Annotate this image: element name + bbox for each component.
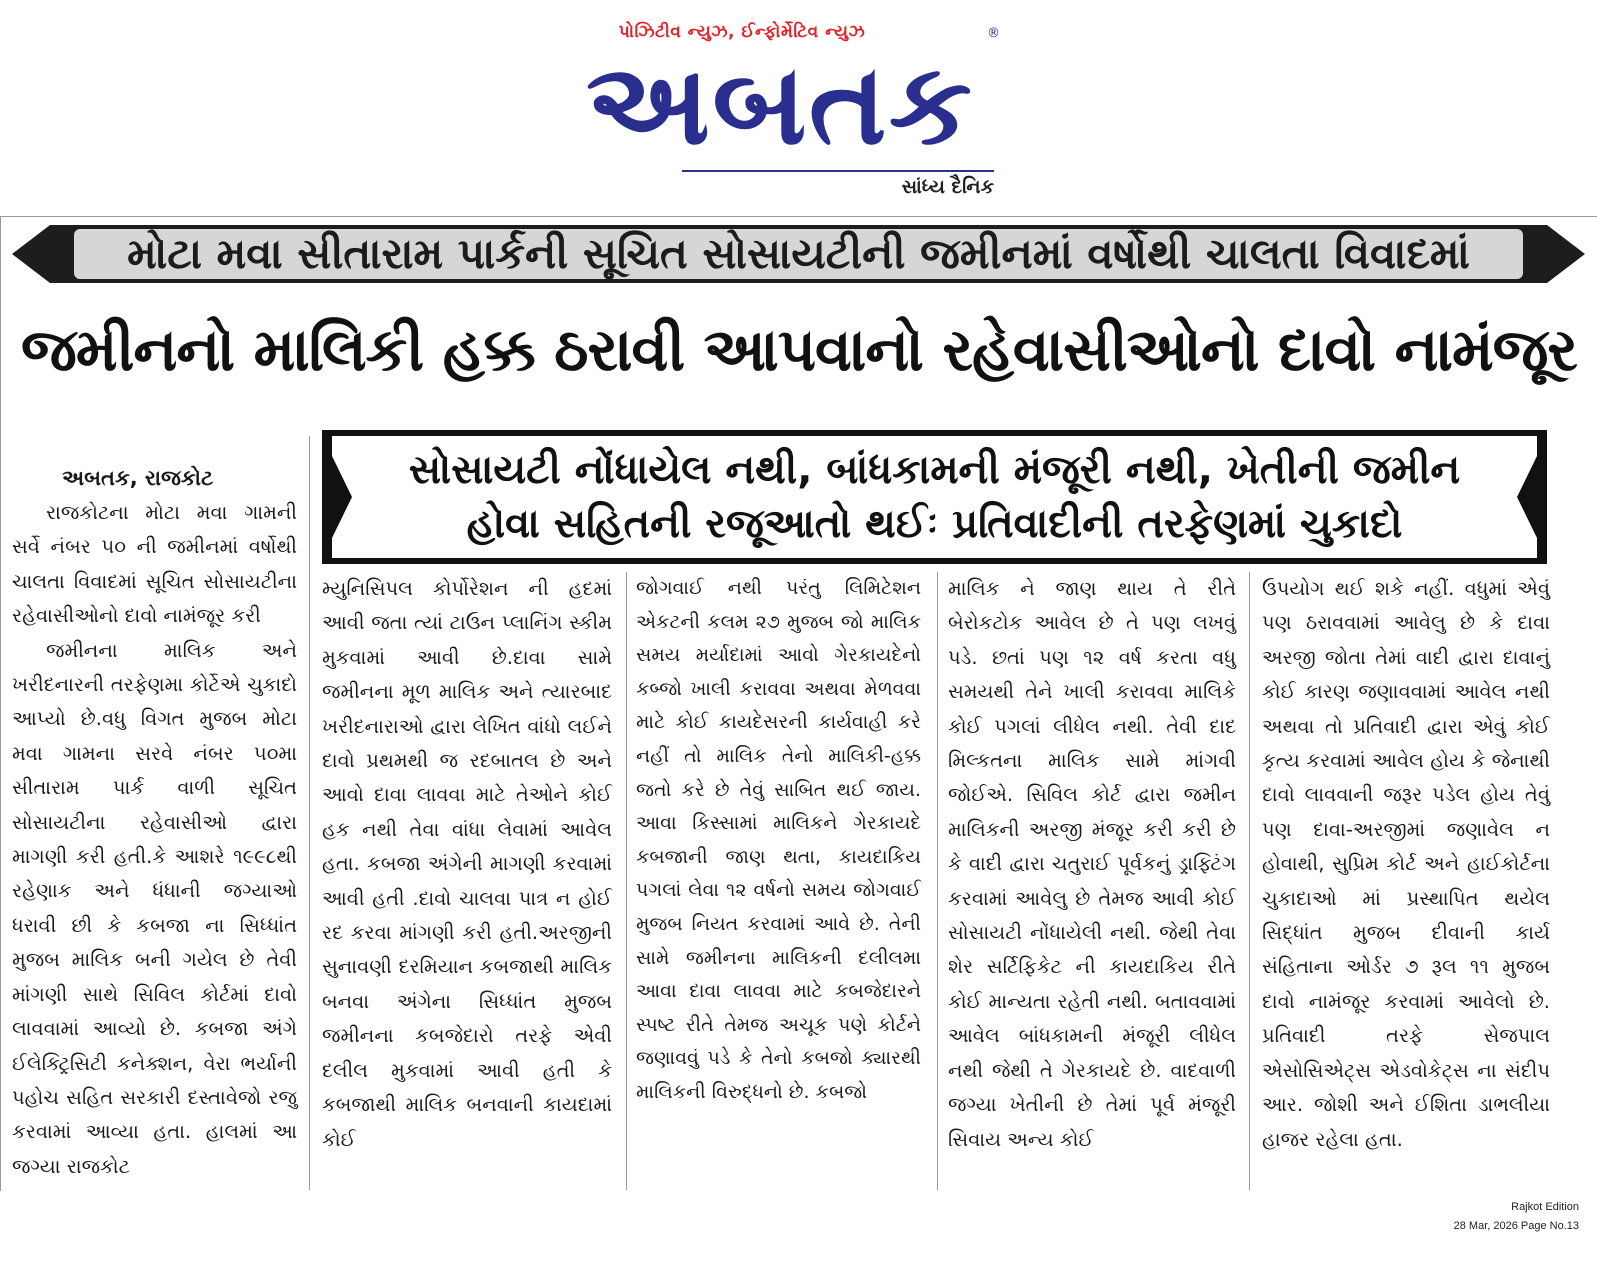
registered-mark: ® [987, 26, 1000, 41]
article-paragraph: મ્યુનિસિપલ કોર્પોરેશન ની હદમાં આવી જતા ત્યાં ટાઉન પ્લાનિંગ સ્કીમ મુકવામાં આવી છે.દાવા સામે જમીનના મૂળ માલિક અને ત્યારબાદ ખરીદનારાઓ દ્વારા લેખિત વાંધો લઈને દાવો પ્રથમથી જ રદબાતલ છે અને આવો દાવા લાવવા માટે તેઓને કોઈ હક નથી તેવા વાંધા લેવામાં આવેલ હતા. કબજા અંગેની માગણી કરવામાં આવી હતી .દાવો ચાલવા પાત્ર ન હોઈ રદ કરવા માંગણી કરી હતી.અરજીની સુનાવણી દરમિયાન કબજાથી માલિક બનવા અંગેના સિધ્ધાંત મુજબ જમીનના કબજેદારો તરફે એવી દલીલ મુકવામાં આવી હતી કે કબજાથી માલિક બનવાની કાયદામાં કોઈ [322, 577, 612, 1151]
article-paragraph: માલિક ને જાણ થાય તે રીતે બેરોકટોક આવેલ છે તે પણ લખવું પડે. છતાં પણ ૧૨ વર્ષ કરતા વધુ સમયથી તેને ખાલી કરાવવા માલિકે કોઈ પગલાં લીધેલ નથી. તેવી દાદ મિલ્કતના માલિક સામે માંગવી જોઈએ. સિવિલ કોર્ટ દ્વારા જમીન માલિકની અરજી મંજૂર કરી કરી છે કે વાદી દ્વારા ચતુરાઈ પૂર્વકનું ડ્રાફ્ટિંગ કરવામાં આવેલુ છે તેમજ આવી કોઈ સોસાયટી નોંધાયેલી નથી. જેથી તેવા શેર સર્ટિફિકેટ ની કાયદાકિય રીતે કોઈ માન્યતા રહેતી નથી. બતાવવામાં આવેલ બાંધકામની મંજૂરી લીધેલ નથી જેથી તે ગેરકાયદે છે. વાદવાળી જગ્યા ખેતીની છે તેમાં પૂર્વ મંજૂરી સિવાય અન્ય કોઈ [948, 577, 1236, 1151]
left-border [0, 216, 1, 1191]
article-byline: અબતક, રાજકોટ [62, 466, 214, 490]
page-footer [1454, 1198, 1579, 1236]
masthead-tagline: પોઝિટીવ ન્યુઝ, ઈન્ફોર્મેટિવ ન્યુઝ [618, 22, 866, 42]
subheadline-line-1: સોસાયટી નોંધાયેલ નથી, બાંધકામની મંજૂરી નથી, ખેતીની જમીન [408, 447, 1461, 493]
article-paragraph: ઉપયોગ થઈ શકે નહીં. વધુમાં એવું પણ ઠરાવવામાં આવેલુ છે કે દાવા અરજી જોતા તેમાં વાદી દ્વારા દાવાનું કોઈ કારણ જણાવવામાં આવેલ નથી અથવા તો પ્રતિવાદી દ્વારા એવું કોઈ કૃત્ય કરવામાં આવેલ હોય કે જેનાથી દાવો લાવવાની જરૂર પડેલ હોય તેવું પણ દાવા-અરજીમાં જણાવેલ ન હોવાથી, સુપ્રિમ કોર્ટ અને હાઈકોર્ટના ચુકાદાઓ માં પ્રસ્થાપિત થયેલ સિદ્ધાંત મુજબ દીવાની કાર્ય સંહિતાના ઓર્ડર ૭ રૂલ ૧૧ મુજબ દાવો નામંજૂર કરવામાં આવેલો છે. પ્રતિવાદી તરફે સેજપાલ એસોસિએટ્સ એડવોકેટ્સ ના સંદીપ આર. જોશી અને ઈશિતા ડાભલીયા હાજર રહેલા હતા. [1262, 577, 1550, 1151]
article-paragraph: જોગવાઈ નથી પરંતુ લિમિટેશન એકટની કલમ ૨૭ મુજબ જો માલિક સમય મર્યાદામાં આવો ગેરકાયદેનો કબ્જો ખાલી કરાવવા અથવા મેળવવા માટે કોઈ કાયદેસરની કાર્યવાહી કરે નહીં તો માલિક તેનો માલિકી-હક્ક જતો કરે છે તેવું સાબિત થઈ જાય. આવા કિસ્સામાં માલિકને ગેરકાયદે કબજાની જાણ થતા, કાયદાકિય પગલાં લેવા ૧૨ વર્ષનો સમય જોગવાઈ મુજબ નિયત કરવામાં આવે છે. તેની સામે જમીનના માલિકની દલીલમા આવા દાવા લાવવા માટે કબજેદારને સ્પષ્ટ રીતે તેમજ અચૂક પણે કોર્ટને જણાવવું પડે કે તેનો કબજો ક્યારથી માલિકની વિરુદ્ધનો છે. કબજો [636, 577, 921, 1103]
masthead [560, 18, 1020, 208]
article-paragraph: જમીનના માલિક અને ખરીદનારની તરફેણમા કોર્ટેએ ચુકાદો આપ્યો છે.વધુ વિગત મુજબ મોટા મવા ગામના સરવે નંબર ૫૦મા સીતારામ પાર્ક વાળી સૂચિત સોસાયટીના રહેવાસીઓ દ્વારા માગણી કરી હતી.કે આશરે ૧૯૯૮થી રહેણાક અને ધંધાની જગ્યાઓ ધરાવી છી કે કબજા ના સિધ્ધાંત મુજબ માલિક બની ગયેલ છે તેવી માંગણી સાથે સિવિલ કોર્ટમાં દાવો લાવવામાં આવ્યો છે. કબજા અંગે ઈલેક્ટ્રિસિટી કનેક્શન, વેરા ભર્યાની પહોચ સહિત સરકારી દસ્તાવેજો રજુ કરવામાં આવ્યા હતા. હાલમાં આ જગ્યા રાજકોટ [12, 638, 297, 1178]
article-kicker: મોટા મવા સીતારામ પાર્કની સૂચિત સોસાયટીની જમીનમાં વર્ષોથી ચાલતા વિવાદમાં [127, 229, 1470, 278]
edition-label: Rajkot Edition [1511, 1201, 1579, 1213]
article-column-4 [948, 572, 1236, 1157]
article-column-1 [12, 462, 297, 1184]
logo-underline [682, 170, 994, 172]
column-rule [937, 572, 938, 1190]
article-column-3 [636, 572, 921, 1110]
date-page-label: 28 Mar, 2026 Page No.13 [1453, 1220, 1579, 1232]
masthead-subtitle: સાંધ્ય દૈનિક [901, 176, 994, 198]
kicker-band [12, 223, 1585, 285]
page-divider [0, 216, 1597, 217]
subheadline-line-2: હોવા સહિતની રજૂઆતો થઈઃ પ્રતિવાદીની તરફેણમાં ચુકાદો [466, 501, 1403, 547]
column-rule [1249, 572, 1250, 1190]
article-headline: જમીનનો માલિકી હક્ક ઠરાવી આપવાનો રહેવાસીઓનો દાવો નામંજૂર [21, 315, 1577, 384]
article-column-5 [1262, 572, 1550, 1157]
column-rule [309, 436, 310, 1190]
column-rule [626, 572, 627, 1190]
article-column-2 [322, 572, 612, 1157]
subheadline-box [322, 430, 1547, 564]
newspaper-logo: અબતક [586, 40, 974, 170]
article-paragraph: રાજકોટના મોટા મવા ગામની સર્વે નંબર ૫૦ ની જમીનમાં વર્ષોથી ચાલતા વિવાદમાં સૂચિત સોસાયટીના રહેવાસીઓનો દાવો નામંજૂર કરી [12, 501, 297, 628]
